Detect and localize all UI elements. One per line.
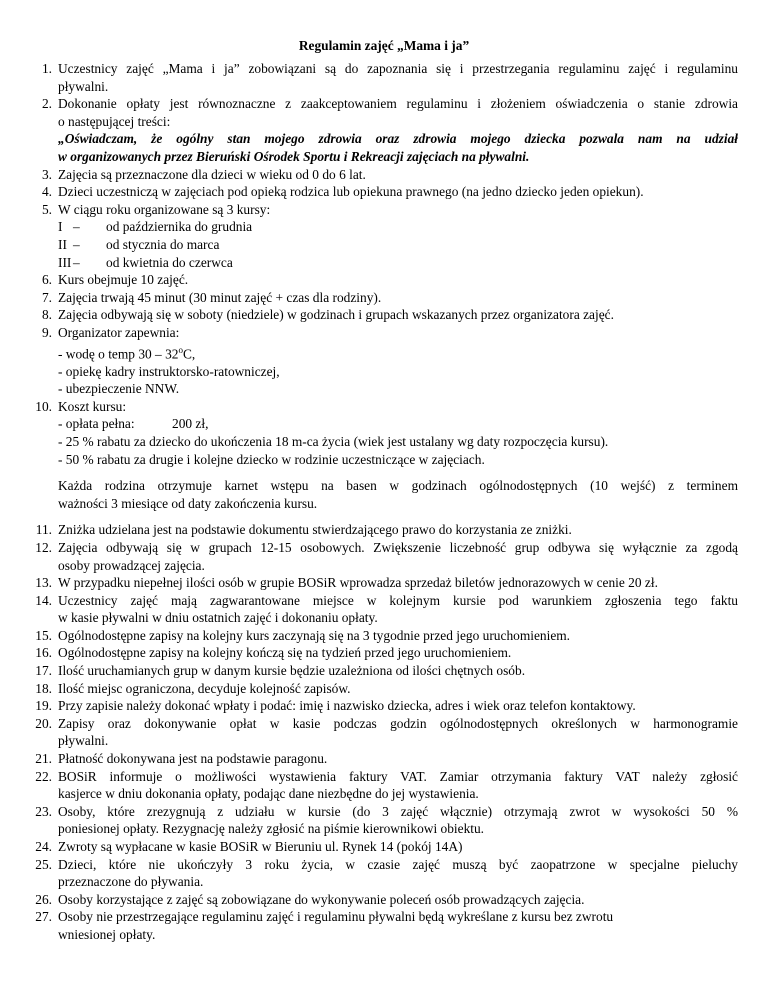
rule-10	[0, 398, 738, 468]
course-row	[58, 254, 738, 272]
rule-number: 2.	[41, 96, 52, 112]
rule-number: 10.	[35, 398, 52, 414]
paragraph-text: ważności 3 miesiące od daty zakończenia kursu.	[58, 495, 318, 511]
rule-13	[0, 574, 738, 592]
ticket-paragraph	[0, 477, 738, 512]
rule-number: 26.	[35, 891, 52, 907]
document-title: Regulamin zajęć „Mama i ja”	[298, 38, 470, 53]
rule-bullet	[58, 342, 738, 363]
rule-2	[0, 95, 738, 165]
rule-number: 20.	[35, 715, 52, 731]
rule-text: Osoby nie przestrzegające regulaminu zajęć i regulaminu pływalni będą wykreślane z kursu bez zwrotu	[58, 909, 614, 925]
rule-text: Dzieci uczestniczą w zajęciach pod opieką rodzica lub opiekuna prawnego (na jedno dziecko jeden opiekun).	[58, 184, 644, 200]
rule-number: 18.	[35, 680, 52, 696]
rule-12	[0, 539, 738, 574]
rule-text: Ilość uruchamianych grup w danym kursie będzie uzależniona od ilości chętnych osób.	[58, 663, 526, 679]
rule-number: 12.	[35, 539, 52, 555]
course-roman: II	[58, 236, 67, 252]
course-row	[58, 236, 738, 254]
rule-number: 19.	[35, 698, 52, 714]
rule-1	[0, 60, 738, 95]
rule-text: osoby prowadzącej zajęcia.	[58, 557, 205, 573]
rule-text: Zniżka udzielana jest na podstawie dokumentu stwierdzającego prawo do korzystania ze zniżki.	[58, 522, 572, 538]
course-desc: od kwietnia do czerwca	[106, 254, 233, 270]
rule-text: Koszt kursu:	[58, 398, 127, 414]
rule-text: wniesionej opłaty.	[58, 926, 156, 942]
rule-number: 24.	[35, 839, 52, 854]
rule-17	[0, 662, 738, 680]
rule-text: Osoby korzystające z zajęć są zobowiązane do wykonywanie poleceń osób prowadzących zajęcia.	[58, 891, 585, 907]
rule-text: Zapisy oraz dokonywanie opłat w kasie podczas godzin ogólnodostępnych określonych w harmonogramie	[58, 715, 738, 731]
price-value: 200 zł,	[172, 416, 209, 432]
rule-text: Zwroty są wypłacane w kasie BOSiR w Bieruniu ul. Rynek 14 (pokój 14A)	[58, 839, 463, 854]
bullet-text: C,	[183, 345, 196, 361]
rule-18	[0, 680, 738, 698]
rule-4	[0, 183, 738, 201]
rule-number: 1.	[41, 61, 52, 76]
course-dash: –	[73, 236, 80, 252]
course-dash: –	[73, 254, 80, 270]
course-dash: –	[73, 219, 80, 235]
bullet-text: - wodę o temp 30 – 32	[58, 345, 179, 361]
rule-text: Uczestnicy zajęć „Mama i ja” zobowiązani są do zapoznania się i przestrzegania regulaminu zajęć i regulaminu	[58, 61, 738, 76]
rule-number: 16.	[35, 645, 52, 661]
course-roman: I	[58, 219, 63, 235]
rule-text: przeznaczone do pływania.	[58, 874, 204, 890]
rule-20	[0, 715, 738, 750]
rule-text: Osoby, które zrezygnują z udziału w kursie (do 3 zajęć włącznie) otrzymają zwrot w wysokości 50 %	[58, 803, 738, 819]
rules-list	[0, 60, 768, 944]
rule-text: BOSiR informuje o możliwości wystawienia faktury VAT. Zamiar otrzymania faktury VAT należy zgłosić	[58, 768, 738, 784]
rule-number: 4.	[41, 184, 52, 200]
rule-text: Uczestnicy zajęć mają zagwarantowane miejsce w kolejnym kursie pod warunkiem zgłoszenia tego faktu	[58, 592, 738, 608]
rule-text: W ciągu roku organizowane są 3 kursy:	[58, 201, 271, 217]
rule-bullet: - 25 % rabatu za dziecko do ukończenia 18 m-ca życia (wiek jest ustalany wg daty rozpoczęcia kursu).	[58, 433, 609, 449]
degree-sup: o	[178, 344, 183, 355]
rule-number: 3.	[41, 166, 52, 182]
course-desc: od stycznia do marca	[106, 236, 220, 252]
rule-3	[0, 166, 738, 184]
rule-11	[0, 521, 738, 539]
rule-text: Dzieci, które nie ukończyły 3 roku życia, w czasie zajęć muszą być zaopatrzone w specjalne pieluchy	[58, 856, 738, 872]
course-row	[58, 218, 738, 236]
rule-number: 25.	[35, 856, 52, 872]
rule-text: Dokonanie opłaty jest równoznaczne z zaakceptowaniem regulaminu i złożeniem oświadczenia o stanie zdrowia	[58, 96, 738, 112]
rule-21	[0, 750, 738, 768]
rule-number: 22.	[35, 768, 52, 784]
rule-number: 6.	[41, 272, 52, 288]
rule-25	[0, 856, 738, 891]
rule-number: 23.	[35, 803, 52, 819]
rule-text: pływalni.	[58, 733, 109, 749]
rule-number: 7.	[41, 289, 52, 305]
rule-text: Zajęcia odbywają się w soboty (niedziele) w godzinach i grupach wskazanych przez organizatora zajęć.	[58, 307, 614, 323]
rule-number: 8.	[41, 307, 52, 323]
rule-text: kasjerce w dniu dokonania opłaty, podając dane niezbędne do jej wystawienia.	[58, 786, 479, 802]
rule-bullet: - 50 % rabatu za drugie i kolejne dziecko w rodzinie uczestniczące w zajęciach.	[58, 451, 485, 467]
rule-text: w kasie pływalni w dniu ostatnich zajęć i dokonaniu opłaty.	[58, 610, 378, 626]
declaration-quote: „Oświadczam, że ogólny stan mojego zdrowia oraz zdrowia mojego dziecka pozwala nam na udział	[58, 131, 738, 147]
rule-7	[0, 289, 738, 307]
rule-16	[0, 644, 738, 662]
rule-number: 9.	[41, 324, 52, 340]
rule-22	[0, 768, 738, 803]
rule-text: Organizator zapewnia:	[58, 324, 180, 340]
rule-19	[0, 697, 738, 715]
rule-27	[0, 908, 738, 943]
rule-15	[0, 627, 738, 645]
rule-5	[0, 201, 738, 271]
rule-8	[0, 306, 738, 324]
paragraph-text: Każda rodzina otrzymuje karnet wstępu na basen w godzinach ogólnodostępnych (10 wejść) z terminem	[58, 478, 738, 494]
rule-number: 5.	[41, 201, 52, 217]
course-roman: III	[58, 254, 72, 270]
rule-number: 15.	[35, 627, 52, 643]
rule-number: 13.	[35, 575, 52, 591]
rule-text: pływalni.	[58, 78, 109, 94]
course-desc: od października do grudnia	[106, 219, 253, 235]
rule-26	[0, 891, 738, 909]
rule-bullet: - opiekę kadry instruktorsko-ratowniczej,	[58, 363, 280, 379]
rule-text: poniesionej opłaty. Rezygnację należy zgłosić na piśmie kierownikowi obiektu.	[58, 821, 485, 837]
rule-text: Zajęcia trwają 45 minut (30 minut zajęć + czas dla rodziny).	[58, 289, 382, 305]
rule-number: 17.	[35, 663, 52, 679]
rule-text: Płatność dokonywana jest na podstawie paragonu.	[58, 751, 328, 767]
rule-text: Ogólnodostępne zapisy na kolejny kurs zaczynają się na 3 tygodnie przed jego uruchomieniem.	[58, 627, 571, 643]
rule-24	[0, 838, 738, 856]
declaration-quote: w organizowanych przez Bieruński Ośrodek Sportu i Rekreacji zajęciach na pływalni.	[58, 148, 530, 164]
rule-text: Ilość miejsc ograniczona, decyduje kolejność zapisów.	[58, 680, 351, 696]
rule-6	[0, 271, 738, 289]
rule-number: 11.	[35, 522, 52, 538]
price-label: - opłata pełna:	[58, 416, 135, 432]
rule-23	[0, 803, 738, 838]
rule-number: 21.	[35, 751, 52, 767]
rule-bullet: - ubezpieczenie NNW.	[58, 381, 180, 397]
rule-text: Przy zapisie należy dokonać wpłaty i podać: imię i nazwisko dziecka, adres i wiek oraz telefon kontaktowy.	[58, 698, 636, 714]
rule-text: Zajęcia odbywają się w grupach 12-15 osobowych. Zwiększenie liczebność grup odbywa się wyłącznie za zgodą	[58, 539, 738, 555]
rule-text: Zajęcia są przeznaczone dla dzieci w wieku od 0 do 6 lat.	[58, 166, 366, 182]
rule-14	[0, 592, 738, 627]
rule-9	[0, 324, 738, 398]
rule-text: Kurs obejmuje 10 zajęć.	[58, 272, 189, 288]
rule-text: Ogólnodostępne zapisy na kolejny kończą się na tydzień przed jego uruchomieniem.	[58, 645, 512, 661]
rule-number: 27.	[35, 909, 52, 925]
rule-number: 14.	[35, 592, 52, 608]
rule-text: o następującej treści:	[58, 113, 171, 129]
rule-bullet	[58, 415, 738, 433]
rule-text: W przypadku niepełnej ilości osób w grupie BOSiR wprowadza sprzedaż biletów jednorazowych w cenie 20 zł.	[58, 575, 658, 591]
